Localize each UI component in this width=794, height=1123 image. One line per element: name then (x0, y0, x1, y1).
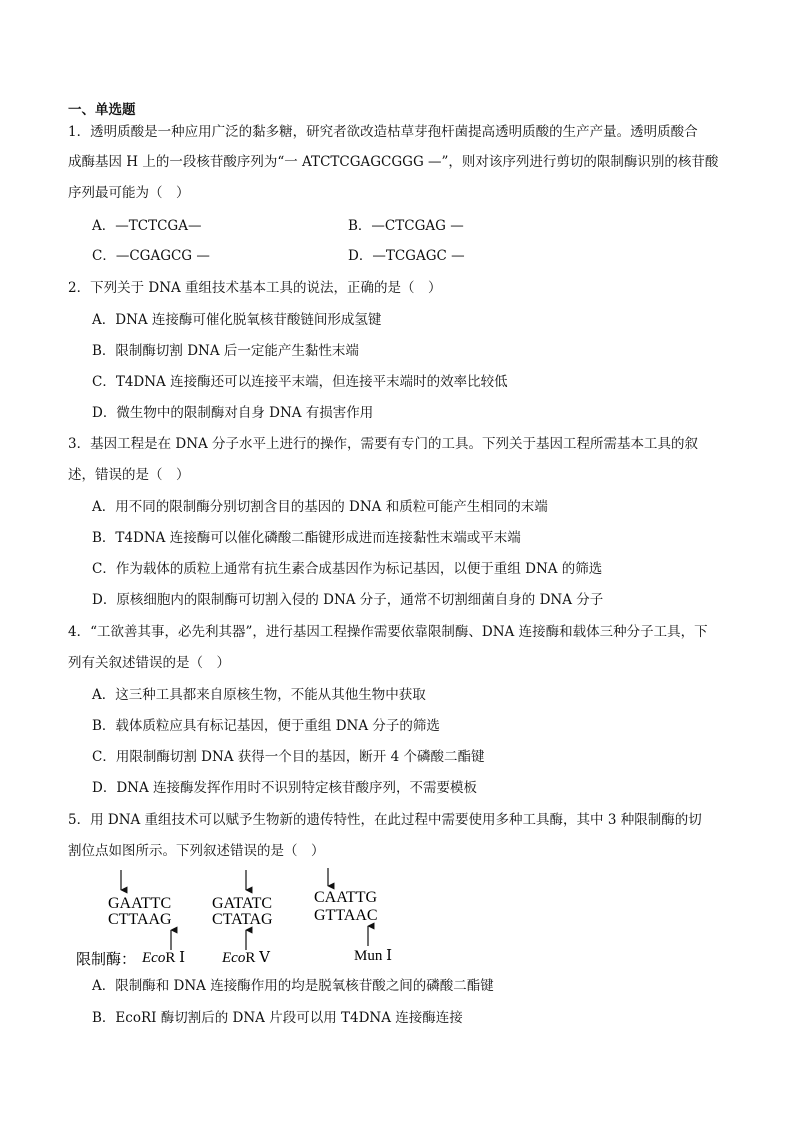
ecori-name: EcoR Ⅰ (142, 950, 186, 966)
q2-stem-line-1: 2．下列关于 DNA 重组技术基本工具的说法，正确的是（ ） (68, 280, 442, 296)
q3-option-c: C．作为载体的质粒上通常有抗生素合成基因作为标记基因，以便于重组 DNA 的筛选 (92, 561, 603, 577)
q2-option-d: D．微生物中的限制酶对自身 DNA 有损害作用 (92, 405, 374, 421)
q4-stem-line-2: 列有关叙述错误的是（ ） (68, 655, 230, 671)
q1-option-d: D．—TCGAGC — (348, 248, 465, 264)
q5-option-b: B．EcoRI 酶切割后的 DNA 片段可以用 T4DNA 连接酶连接 (92, 1010, 463, 1026)
restriction-enzyme-diagram (72, 866, 432, 972)
q4-option-b: B．载体质粒应具有标记基因，便于重组 DNA 分子的筛选 (92, 718, 440, 734)
q4-option-a: A．这三种工具都来自原核生物，不能从其他生物中获取 (92, 687, 426, 703)
muni-top-strand: CAATTG (314, 889, 378, 906)
q1-stem-line-2: 成酶基因 H 上的一段核苷酸序列为“一 ATCTCGAGCGGG —”，则对该序列进行剪切的限制酶识别的核苷酸 (68, 154, 719, 170)
ecorv-top-strand: GATATC (212, 895, 273, 912)
q1-stem-line-1: 1．透明质酸是一种应用广泛的黏多糖，研究者欲改造枯草芽孢杆菌提高透明质酸的生产产量。透明质酸合 (68, 124, 698, 140)
q3-option-b: B．T4DNA 连接酶可以催化磷酸二酯键形成进而连接黏性末端或平末端 (92, 530, 521, 546)
diagram-label: 限制酶： (76, 952, 137, 968)
ecori-bottom-strand: CTTAAG (108, 911, 172, 928)
ecorv-bottom-strand: CTATAG (212, 911, 273, 928)
section-title: 一、单选题 (68, 102, 136, 118)
q1-stem-line-3: 序列最可能为（ ） (68, 185, 190, 201)
q3-option-a: A．用不同的限制酶分别切割含目的基因的 DNA 和质粒可能产生相同的末端 (92, 499, 548, 515)
q2-option-b: B．限制酶切割 DNA 后一定能产生黏性末端 (92, 343, 359, 359)
ecorv-name: EcoR Ⅴ (222, 950, 270, 966)
q3-option-d: D．原核细胞内的限制酶可切割入侵的 DNA 分子，通常不切割细菌自身的 DNA 分子 (92, 592, 604, 608)
q4-option-d: D．DNA 连接酶发挥作用时不识别特定核苷酸序列，不需要模板 (92, 780, 477, 796)
ecori-top-strand: GAATTC (108, 895, 172, 912)
q3-stem-line-2: 述，错误的是（ ） (68, 467, 190, 483)
q1-option-c: C．—CGAGCG — (92, 248, 210, 264)
q4-stem-line-1: 4．“工欲善其事，必先利其器”，进行基因工程操作需要依靠限制酶、DNA 连接酶和载体三种分子工具，下 (68, 624, 708, 640)
q5-stem-line-1: 5．用 DNA 重组技术可以赋予生物新的遗传特性，在此过程中需要使用多种工具酶，其中 3 种限制酶的切 (68, 812, 702, 828)
q1-option-a: A．—TCTCGA— (92, 218, 202, 234)
q5-stem-line-2: 割位点如图所示。下列叙述错误的是（ ） (68, 843, 325, 859)
muni-bottom-strand: GTTAAC (314, 907, 378, 924)
q3-stem-line-1: 3．基因工程是在 DNA 分子水平上进行的操作，需要有专门的工具。下列关于基因工程所需基本工具的叙 (68, 436, 699, 452)
q1-option-b: B．—CTCGAG — (348, 218, 464, 234)
q5-option-a: A．限制酶和 DNA 连接酶作用的均是脱氧核苷酸之间的磷酸二酯键 (92, 978, 494, 994)
q2-option-a: A．DNA 连接酶可催化脱氧核苷酸链间形成氢键 (92, 312, 382, 328)
q4-option-c: C．用限制酶切割 DNA 获得一个目的基因，断开 4 个磷酸二酯键 (92, 749, 485, 765)
muni-name: Mun Ⅰ (354, 948, 393, 964)
q2-option-c: C．T4DNA 连接酶还可以连接平末端，但连接平末端时的效率比较低 (92, 374, 508, 390)
